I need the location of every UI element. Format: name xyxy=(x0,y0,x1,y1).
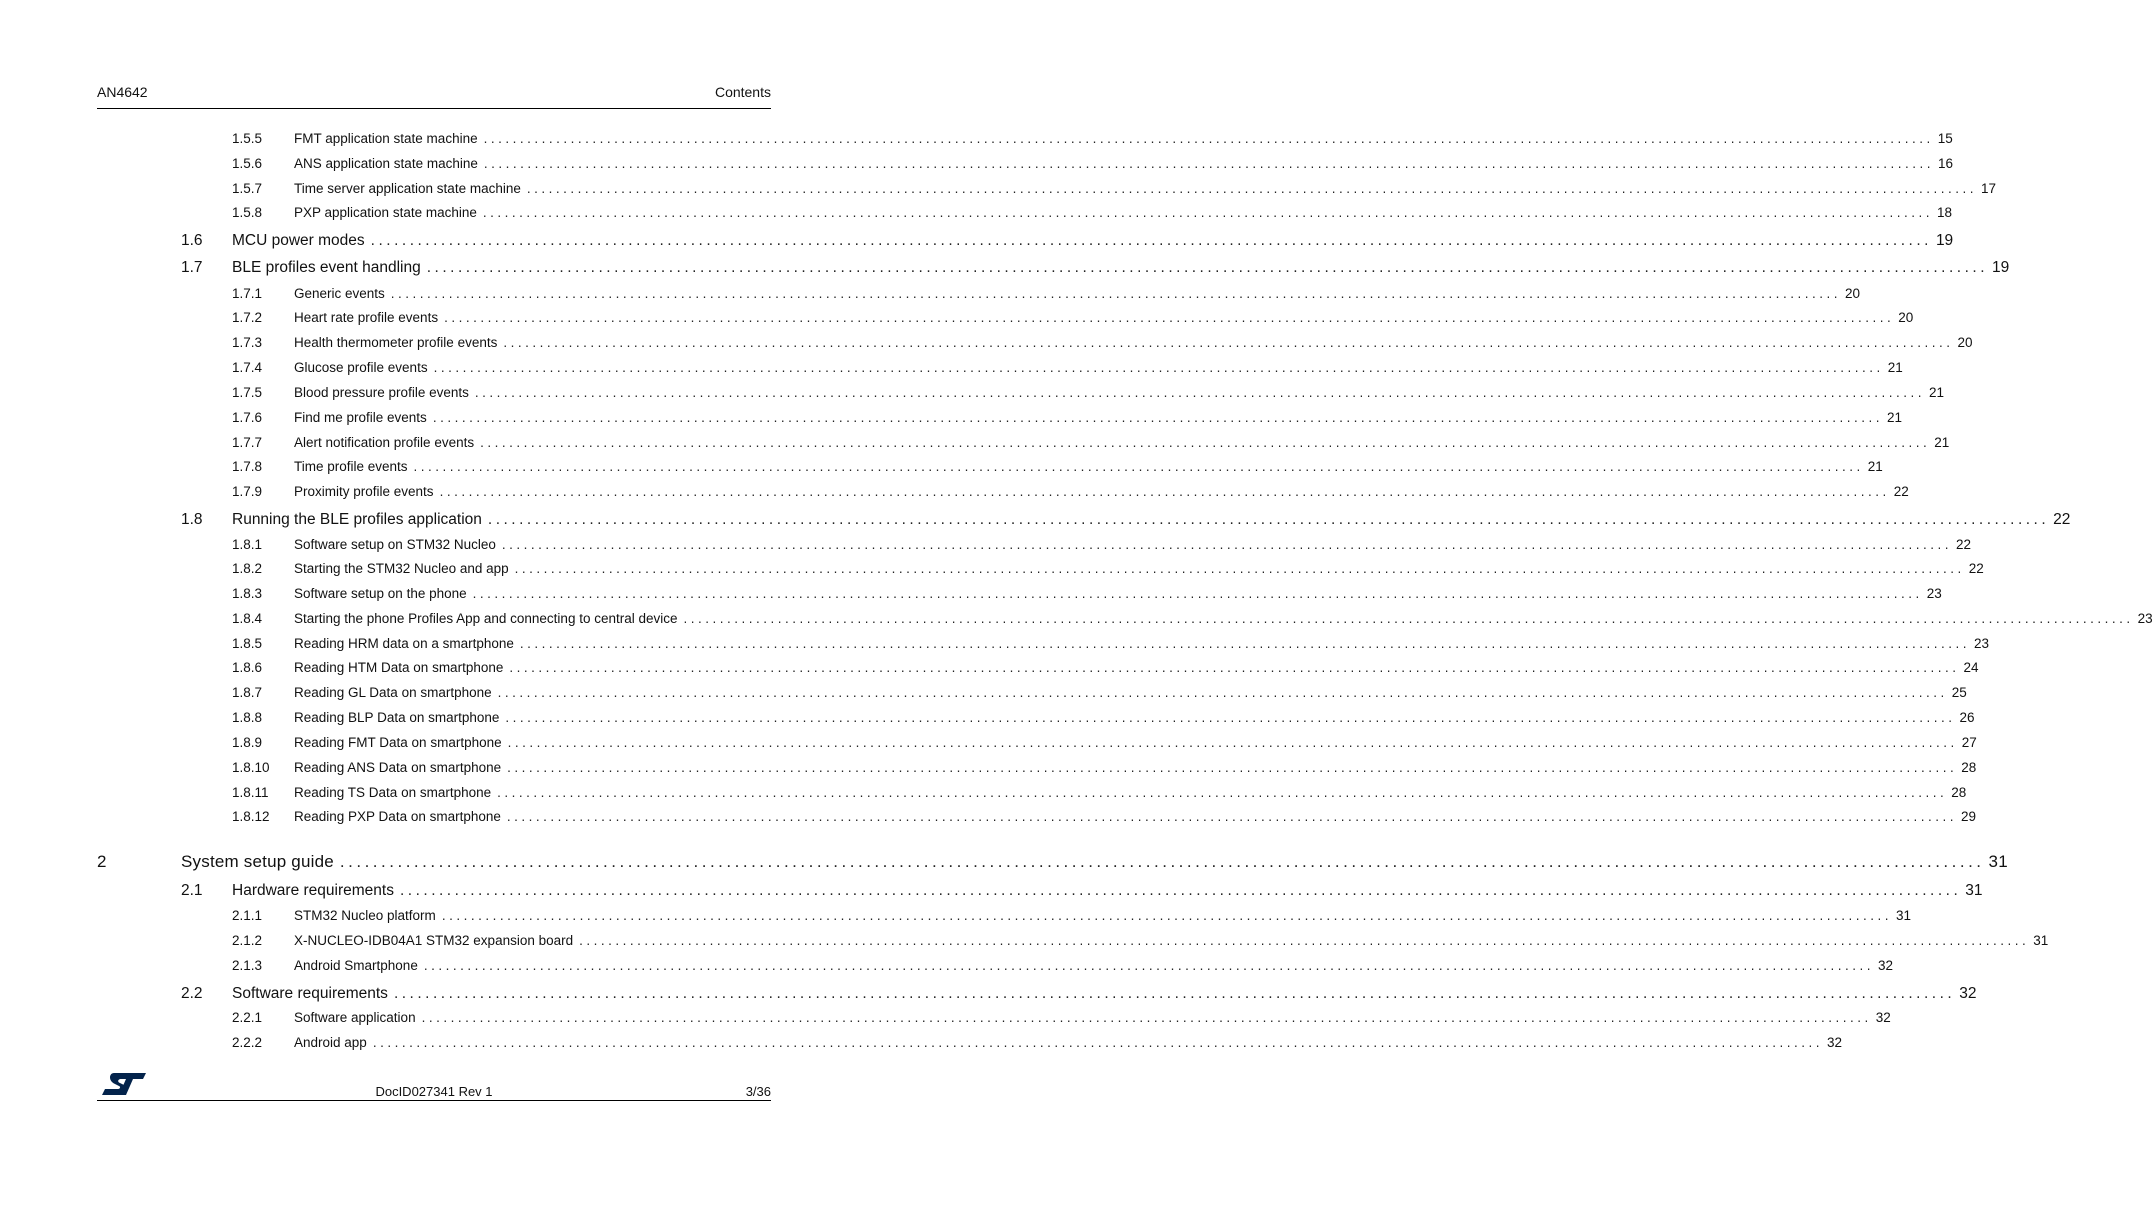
toc-entry-number: 2.2 xyxy=(181,985,203,1002)
toc-entry-number: 2.1.3 xyxy=(232,958,263,973)
toc-leader-dots: ........................................................................................................................................................................................................ xyxy=(372,1035,1823,1050)
toc-entry-page: 31 xyxy=(2033,933,2049,948)
toc-entry-title: System setup guide xyxy=(181,852,340,872)
toc-entry-number: 1.8.3 xyxy=(232,586,263,601)
toc-entry[interactable] xyxy=(232,809,1977,824)
toc-entry[interactable] xyxy=(181,985,1977,1003)
toc-entry-number: 1.8.10 xyxy=(232,760,270,775)
toc-entry-page: 22 xyxy=(1893,484,1909,499)
toc-entry-title: Reading HRM data on a smartphone xyxy=(294,636,520,651)
toc-entry-number: 1.7.4 xyxy=(232,360,263,375)
toc-entry-number: 1.8.4 xyxy=(232,611,263,626)
toc-leader-dots: ........................................................................................................................................................................................................ xyxy=(474,385,1926,400)
page-footer xyxy=(97,1084,771,1101)
toc-entry-title: PXP application state machine xyxy=(294,205,483,220)
toc-entry-page: 28 xyxy=(1961,760,1977,775)
toc-entry-title: Hardware requirements xyxy=(232,882,400,900)
toc-entry-page: 23 xyxy=(1926,586,1942,601)
toc-entry-title: BLE profiles event handling xyxy=(232,259,427,277)
toc-leader-dots: ........................................................................................................................................................................................................ xyxy=(441,908,1892,923)
toc-entry-page: 20 xyxy=(1898,310,1914,325)
toc-entry-title: MCU power modes xyxy=(232,232,371,250)
toc-leader-dots: ........................................................................................................................................................................................................ xyxy=(483,156,1935,171)
toc-entry-number: 1.6 xyxy=(181,232,203,249)
toc-entry-number: 1.8.12 xyxy=(232,809,270,824)
toc-entry-title: Alert notification profile events xyxy=(294,435,480,450)
toc-entry-page: 32 xyxy=(1877,958,1894,973)
toc-entry-number: 1.7.7 xyxy=(232,435,263,450)
toc-entry[interactable] xyxy=(181,511,2071,529)
toc-entry-page: 21 xyxy=(1867,459,1883,474)
toc-entry-number: 1.5.5 xyxy=(232,131,263,146)
toc-leader-dots: ........................................................................................................................................................................................................ xyxy=(423,958,1874,973)
toc-entry-page: 21 xyxy=(1929,385,1945,400)
toc-entry[interactable] xyxy=(232,181,1997,196)
toc-leader-dots: ........................................................................................................................................................................................................ xyxy=(487,511,2050,528)
toc-entry-title: Running the BLE profiles application xyxy=(232,511,488,529)
toc-entry-page: 23 xyxy=(2137,611,2153,626)
toc-leader-dots: ........................................................................................................................................................................................................ xyxy=(506,809,1958,824)
toc-entry-number: 1.8.9 xyxy=(232,735,263,750)
toc-entry[interactable] xyxy=(232,435,1950,450)
toc-leader-dots: ........................................................................................................................................................................................................ xyxy=(526,181,1978,196)
toc-entry-number: 1.7.5 xyxy=(232,385,263,400)
toc-entry-title: Reading GL Data on smartphone xyxy=(294,685,498,700)
toc-entry-title: Find me profile events xyxy=(294,410,433,425)
toc-entry-page: 26 xyxy=(1959,710,1975,725)
toc-leader-dots: ........................................................................................................................................................................................................ xyxy=(505,710,1956,725)
toc-entry[interactable] xyxy=(232,360,1903,375)
toc-leader-dots: ........................................................................................................................................................................................................ xyxy=(509,660,1960,675)
toc-entry[interactable] xyxy=(232,156,1954,171)
page-header xyxy=(97,84,771,109)
toc-leader-dots: ........................................................................................................................................................................................................ xyxy=(483,131,1934,146)
toc-leader-dots: ........................................................................................................................................................................................................ xyxy=(507,760,1958,775)
footer-doc-ref: DocID027341 Rev 1 xyxy=(375,1084,493,1099)
toc-entry-page: 21 xyxy=(1886,410,1902,425)
toc-entry-title: Health thermometer profile events xyxy=(294,335,503,350)
toc-entry-number: 2 xyxy=(97,852,107,871)
toc-entry-title: Reading TS Data on smartphone xyxy=(294,785,497,800)
toc-entry-page: 22 xyxy=(1956,537,1972,552)
toc-entry-page: 18 xyxy=(1937,205,1953,220)
toc-entry[interactable] xyxy=(232,710,1975,725)
toc-entry-number: 1.8.11 xyxy=(232,785,269,800)
toc-leader-dots: ........................................................................................................................................................................................................ xyxy=(497,785,1948,800)
toc-leader-dots: ........................................................................................................................................................................................................ xyxy=(501,537,1953,552)
toc-entry-number: 2.2.1 xyxy=(232,1010,263,1025)
toc-entry-title: Reading BLP Data on smartphone xyxy=(294,710,505,725)
toc-entry-number: 1.5.7 xyxy=(232,181,263,196)
toc-entry[interactable] xyxy=(232,335,1973,350)
toc-entry[interactable] xyxy=(181,232,1954,250)
toc-leader-dots: ........................................................................................................................................................................................................ xyxy=(439,484,1890,499)
toc-leader-dots: ........................................................................................................................................................................................................ xyxy=(472,586,1923,601)
toc-entry-page: 32 xyxy=(1826,1035,1842,1050)
toc-entry-title: Software setup on STM32 Nucleo xyxy=(294,537,502,552)
toc-entry[interactable] xyxy=(232,760,1977,775)
toc-entry[interactable] xyxy=(232,459,1883,474)
toc-entry[interactable] xyxy=(232,636,1990,651)
toc-entry-title: Software requirements xyxy=(232,985,394,1003)
toc-entry-page: 19 xyxy=(1992,259,2010,276)
toc-entry-title: Android Smartphone xyxy=(294,958,424,973)
toc-leader-dots: ........................................................................................................................................................................................................ xyxy=(413,459,1864,474)
toc-leader-dots: ........................................................................................................................................................................................................ xyxy=(339,852,1985,871)
toc-entry-title: Reading PXP Data on smartphone xyxy=(294,809,507,824)
toc-entry-title: Heart rate profile events xyxy=(294,310,444,325)
toc-entry-number: 2.1 xyxy=(181,882,203,899)
toc-entry-number: 1.8.6 xyxy=(232,660,263,675)
toc-entry[interactable] xyxy=(232,735,1977,750)
toc-entry-page: 20 xyxy=(1844,286,1860,301)
toc-entry-number: 1.8 xyxy=(181,511,203,528)
toc-entry[interactable] xyxy=(181,259,2010,277)
toc-entry-title: Reading ANS Data on smartphone xyxy=(294,760,507,775)
toc-entry[interactable] xyxy=(232,660,1979,675)
toc-leader-dots: ........................................................................................................................................................................................................ xyxy=(519,636,1971,651)
toc-entry-number: 1.7.1 xyxy=(232,286,263,301)
toc-entry[interactable] xyxy=(232,410,1902,425)
toc-leader-dots: ........................................................................................................................................................................................................ xyxy=(480,435,1931,450)
header-doc-id: AN4642 xyxy=(97,84,148,100)
toc-entry-page: 31 xyxy=(1988,852,2008,871)
toc-entry-page: 21 xyxy=(1934,435,1950,450)
toc-leader-dots: ........................................................................................................................................................................................................ xyxy=(444,310,1895,325)
toc-entry-number: 1.7.6 xyxy=(232,410,263,425)
toc-entry[interactable] xyxy=(232,933,2049,948)
toc-leader-dots: ........................................................................................................................................................................................................ xyxy=(579,933,2030,948)
toc-entry[interactable] xyxy=(97,852,2008,872)
toc-entry-title: Starting the STM32 Nucleo and app xyxy=(294,561,515,576)
toc-entry-title: FMT application state machine xyxy=(294,131,484,146)
toc-entry-title: Blood pressure profile events xyxy=(294,385,475,400)
toc-leader-dots: ........................................................................................................................................................................................................ xyxy=(399,882,1962,899)
toc-entry-title: Software setup on the phone xyxy=(294,586,473,601)
toc-entry-number: 1.7.8 xyxy=(232,459,263,474)
toc-entry-number: 2.1.2 xyxy=(232,933,263,948)
toc-entry-number: 2.1.1 xyxy=(232,908,263,923)
toc-entry[interactable] xyxy=(232,586,1942,601)
toc-entry[interactable] xyxy=(232,537,1972,552)
toc-entry-page: 25 xyxy=(1951,685,1967,700)
toc-leader-dots: ........................................................................................................................................................................................................ xyxy=(421,1010,1872,1025)
toc-entry-title: STM32 Nucleo platform xyxy=(294,908,442,923)
toc-entry-page: 32 xyxy=(1875,1010,1891,1025)
toc-entry-page: 22 xyxy=(2053,511,2071,528)
toc-entry-page: 19 xyxy=(1935,232,1954,249)
toc-entry-number: 1.7.9 xyxy=(232,484,263,499)
toc-entry[interactable] xyxy=(232,131,1953,146)
toc-entry[interactable] xyxy=(232,205,1953,220)
toc-entry-page: 29 xyxy=(1961,809,1977,824)
toc-entry-page: 21 xyxy=(1887,360,1903,375)
toc-entry-page: 24 xyxy=(1963,660,1979,675)
toc-leader-dots: ........................................................................................................................................................................................................ xyxy=(393,985,1956,1002)
toc-entry-page: 20 xyxy=(1957,335,1973,350)
toc-entry[interactable] xyxy=(232,385,1945,400)
toc-entry-page: 16 xyxy=(1938,156,1954,171)
toc-entry-page: 31 xyxy=(1965,882,1983,899)
toc-entry-title: Generic events xyxy=(294,286,391,301)
toc-entry-page: 32 xyxy=(1959,985,1977,1002)
toc-entry-number: 1.5.6 xyxy=(232,156,263,171)
toc-entry-number: 1.8.5 xyxy=(232,636,263,651)
toc-entry-number: 1.8.1 xyxy=(232,537,263,552)
toc-entry-title: Reading HTM Data on smartphone xyxy=(294,660,509,675)
toc-leader-dots: ........................................................................................................................................................................................................ xyxy=(370,232,1932,249)
toc-entry-title: X-NUCLEO-IDB04A1 STM32 expansion board xyxy=(294,933,579,948)
toc-entry[interactable] xyxy=(232,958,1894,973)
toc-entry-page: 27 xyxy=(1961,735,1977,750)
toc-entry-page: 17 xyxy=(1981,181,1997,196)
toc-entry[interactable] xyxy=(232,484,1909,499)
header-section: Contents xyxy=(714,84,771,100)
toc-leader-dots: ........................................................................................................................................................................................................ xyxy=(683,611,2134,626)
toc-leader-dots: ........................................................................................................................................................................................................ xyxy=(514,561,1965,576)
toc-entry-title: Reading FMT Data on smartphone xyxy=(294,735,508,750)
toc-entry[interactable] xyxy=(232,310,1914,325)
toc-entry[interactable] xyxy=(232,908,1911,923)
toc-leader-dots: ........................................................................................................................................................................................................ xyxy=(426,259,1988,276)
toc-entry-title: Time profile events xyxy=(294,459,414,474)
toc-entry-number: 1.8.7 xyxy=(232,685,263,700)
footer-page-number: 3/36 xyxy=(745,1084,771,1099)
toc-entry[interactable] xyxy=(232,611,2153,626)
toc-entry-title: Starting the phone Profiles App and connecting to central device xyxy=(294,611,684,626)
toc-leader-dots: ........................................................................................................................................................................................................ xyxy=(482,205,1934,220)
toc-leader-dots: ........................................................................................................................................................................................................ xyxy=(497,685,1948,700)
toc-entry-title: Android app xyxy=(294,1035,373,1050)
toc-entry[interactable] xyxy=(232,685,1967,700)
toc-entry-number: 1.7 xyxy=(181,259,203,276)
toc-entry-page: 28 xyxy=(1951,785,1967,800)
toc-entry-title: ANS application state machine xyxy=(294,156,484,171)
toc-leader-dots: ........................................................................................................................................................................................................ xyxy=(390,286,1841,301)
toc-entry-number: 2.2.2 xyxy=(232,1035,263,1050)
toc-entry-number: 1.5.8 xyxy=(232,205,263,220)
toc-entry-title: Time server application state machine xyxy=(294,181,527,196)
toc-entry-number: 1.7.3 xyxy=(232,335,263,350)
toc-entry-title: Software application xyxy=(294,1010,422,1025)
toc-entry-title: Proximity profile events xyxy=(294,484,440,499)
toc-entry[interactable] xyxy=(232,1035,1842,1050)
toc-leader-dots: ........................................................................................................................................................................................................ xyxy=(432,410,1883,425)
toc-entry-number: 1.8.8 xyxy=(232,710,263,725)
toc-leader-dots: ........................................................................................................................................................................................................ xyxy=(507,735,1958,750)
toc-entry-number: 1.7.2 xyxy=(232,310,263,325)
toc-entry[interactable] xyxy=(181,882,1983,900)
toc-entry-title: Glucose profile events xyxy=(294,360,434,375)
toc-entry[interactable] xyxy=(232,561,1984,576)
toc-entry-page: 15 xyxy=(1937,131,1953,146)
toc-entry[interactable] xyxy=(232,785,1967,800)
toc-entry-page: 22 xyxy=(1968,561,1984,576)
toc-leader-dots: ........................................................................................................................................................................................................ xyxy=(433,360,1884,375)
toc-entry-number: 1.8.2 xyxy=(232,561,263,576)
toc-entry-page: 23 xyxy=(1974,636,1990,651)
toc-entry[interactable] xyxy=(232,1010,1891,1025)
toc-leader-dots: ........................................................................................................................................................................................................ xyxy=(503,335,1954,350)
toc-entry-page: 31 xyxy=(1895,908,1911,923)
toc-entry[interactable] xyxy=(232,286,1860,301)
